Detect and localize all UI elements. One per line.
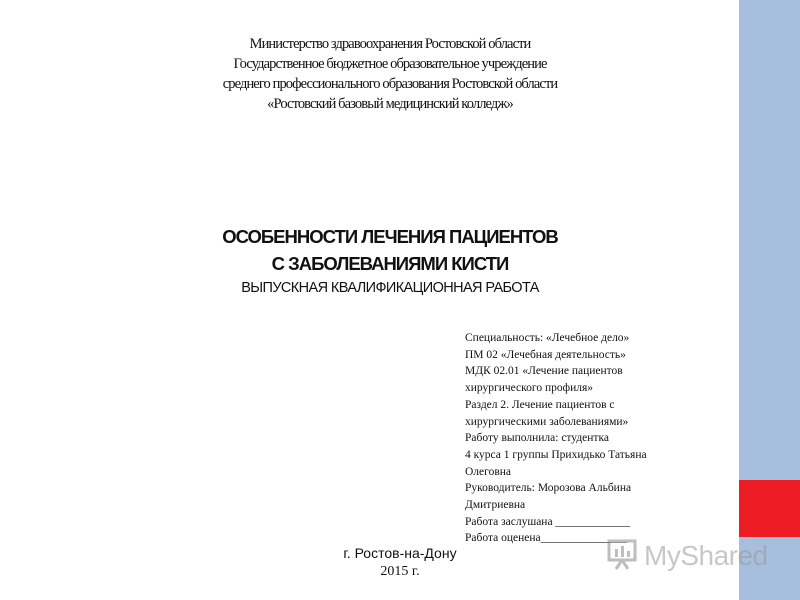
- info-line: Раздел 2. Лечение пациентов с: [465, 398, 615, 411]
- institution-header: [130, 34, 650, 114]
- info-line: ПМ 02 «Лечебная деятельность»: [465, 348, 626, 361]
- info-line: хирургическими заболеваниями»: [465, 415, 629, 428]
- info-line: Олеговна: [465, 465, 512, 478]
- header-line: «Ростовский базовый медицинский колледж»: [267, 96, 513, 112]
- info-line: Дмитриевна: [465, 499, 526, 512]
- watermark: [606, 536, 766, 576]
- work-type-subtitle: ВЫПУСКНАЯ КВАЛИФИКАЦИОННАЯ РАБОТА: [241, 280, 539, 296]
- info-line: Руководитель: Морозова Альбина: [465, 482, 632, 495]
- title-line-1: ОСОБЕННОСТИ ЛЕЧЕНИЯ ПАЦИЕНТОВ: [222, 226, 558, 247]
- info-line: МДК 02.01 «Лечение пациентов: [465, 365, 623, 378]
- info-line: 4 курса 1 группы Прихидько Татьяна: [465, 448, 647, 461]
- thesis-info: [465, 330, 735, 547]
- title-line-2: С ЗАБОЛЕВАНИЯМИ КИСТИ: [271, 253, 509, 274]
- info-line: Работа оценена_______________: [465, 532, 627, 545]
- year-label: 2015 г.: [380, 564, 420, 579]
- red-accent-block: [739, 480, 800, 537]
- header-line: Государственное бюджетное образовательное учреждение: [233, 56, 547, 72]
- header-line: среднего профессионального образования Ростовской области: [222, 76, 558, 92]
- thesis-title: [100, 223, 680, 299]
- watermark-text: MyShared: [644, 540, 768, 571]
- presentation-board-icon: [606, 537, 640, 576]
- info-line: Работа заслушана _____________: [465, 515, 631, 528]
- info-line: хирургического профиля»: [465, 382, 593, 395]
- info-line: Специальность: «Лечебное дело»: [465, 332, 630, 344]
- header-line: Министерство здравоохранения Ростовской области: [249, 36, 531, 52]
- city-label: г. Ростов-на-Дону: [343, 545, 457, 561]
- info-line: Работу выполнила: студентка: [465, 432, 609, 445]
